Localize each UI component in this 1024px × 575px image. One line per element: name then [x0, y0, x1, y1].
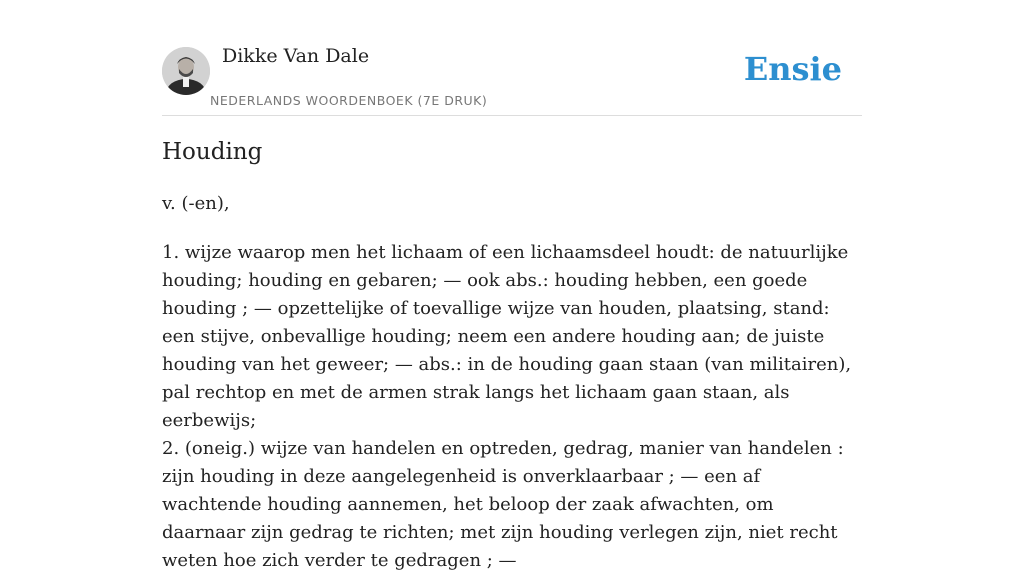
- header-divider: [162, 115, 862, 116]
- sense-1: 1. wijze waarop men het lichaam of een lichaamsdeel houdt: de natuurlijke houding; houding en gebaren; — ook abs.: houding hebben, een goede houding ; — opzettelijke of toevallige wijze van houden, plaatsing, stand: een stijve, onbevallige houding; neem een andere houding aan; de juiste houding van het geweer; — abs.: in de houding gaan staan (van militairen), pal rechtop en met de armen strak langs het lichaam gaan staan, als eerbewijs;: [162, 242, 852, 431]
- author-name[interactable]: Dikke Van Dale: [222, 45, 370, 67]
- page-container: [162, 0, 862, 571]
- portrait-icon: [162, 47, 210, 95]
- source-label: NEDERLANDS WOORDENBOEK (7E DRUK): [210, 93, 488, 108]
- brand-logo[interactable]: Ensie: [743, 50, 842, 88]
- sense-2: 2. (oneig.) wijze van handelen en optreden, gedrag, manier van handelen : zijn houding in deze aangelegenheid is onverklaarbaar ; — een af wachtende houding aannemen, het beloop der zaak afwachten, om daarnaar zijn gedrag te richten; met zijn houding verlegen zijn, niet recht weten hoe zich verder te gedragen ; —: [162, 438, 844, 571]
- entry-grammar: v. (-en),: [162, 193, 230, 214]
- entry-definition: [162, 239, 862, 575]
- author-avatar[interactable]: [162, 47, 210, 95]
- entry-title: Houding: [162, 139, 263, 165]
